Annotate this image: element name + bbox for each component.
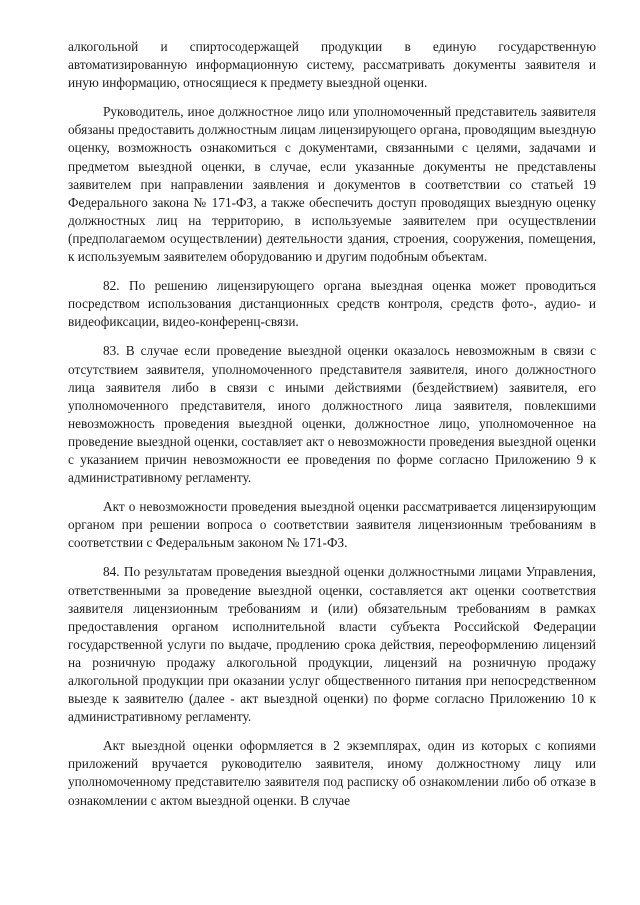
paragraph-obligations: Руководитель, иное должностное лицо или уполномоченный представитель заявителя обязаны предоставить должностным лицам лицензирующего органа, проводящим выездную оценку, возможность ознакомиться с документами, связанными с целями, задачами и предметом выездной оценки, в случае, если указанные документы не представлены заявителем при направлении заявления и документов в соответствии со статьей 19 Федерального закона № 171-ФЗ, а также обеспечить доступ проводящих выездную оценку должностных лиц на территорию, в используемые заявителем при осуществлении (предполагаемом осуществлении) деятельности здания, строения, сооружения, помещения, к используемым заявителем оборудованию и другим подобным объектам.: [68, 104, 596, 265]
paragraph-item-83: 83. В случае если проведение выездной оценки оказалось невозможным в связи с отсутствием заявителя, уполномоченного представителя заявителя, иного должностного лица заявителя либо в связи с иными действиями (бездействием) заявителя, его уполномоченного представителя, иного должностного лица заявителя, повлекшими невозможность проведения выездной оценки, должностное лицо, уполномоченное на проведение выездной оценки, составляет акт о невозможности проведения выездной оценки с указанием причин невозможности ее проведения по форме согласно Приложению 9 к административному регламенту.: [68, 343, 596, 486]
paragraph-act-impossibility: Акт о невозможности проведения выездной оценки рассматривается лицензирующим органом при решении вопроса о соответствии заявителя лицензионным требованиям в соответствии с Федеральным законом № 171-ФЗ.: [68, 499, 596, 551]
paragraph-act-copies: Акт выездной оценки оформляется в 2 экземплярах, один из которых с копиями приложений вручается руководителю заявителя, иному должностному лицу или уполномоченному представителю заявителя под расписку об ознакомлении либо об отказе в ознакомлении с актом выездной оценки. В случае: [68, 738, 596, 808]
paragraph-item-84: 84. По результатам проведения выездной оценки должностными лицами Управления, ответственными за проведение выездной оценки, составляется акт оценки соответствия заявителя лицензионным требованиям и (или) обязательным требованиям в рамках предоставления органом исполнительной власти субъекта Российской Федерации государственной услуги по выдаче, продлению срока действия, переоформлению лицензий на розничную продажу алкогольной продукции, лицензий на розничную продажу алкогольной продукции при оказании услуг общественного питания при непосредственном выезде к заявителю (далее - акт выездной оценки) по форме согласно Приложению 10 к административному регламенту.: [68, 564, 596, 725]
paragraph-item-82: 82. По решению лицензирующего органа выездная оценка может проводиться посредством использования дистанционных средств контроля, средств фото-, аудио- и видеофиксации, видео-конференц-связи.: [68, 278, 596, 330]
paragraph-continuation: алкогольной и спиртосодержащей продукции в единую государственную автоматизированную информационную систему, рассматривать документы заявителя и иную информацию, относящиеся к предмету выездной оценки.: [68, 39, 596, 91]
